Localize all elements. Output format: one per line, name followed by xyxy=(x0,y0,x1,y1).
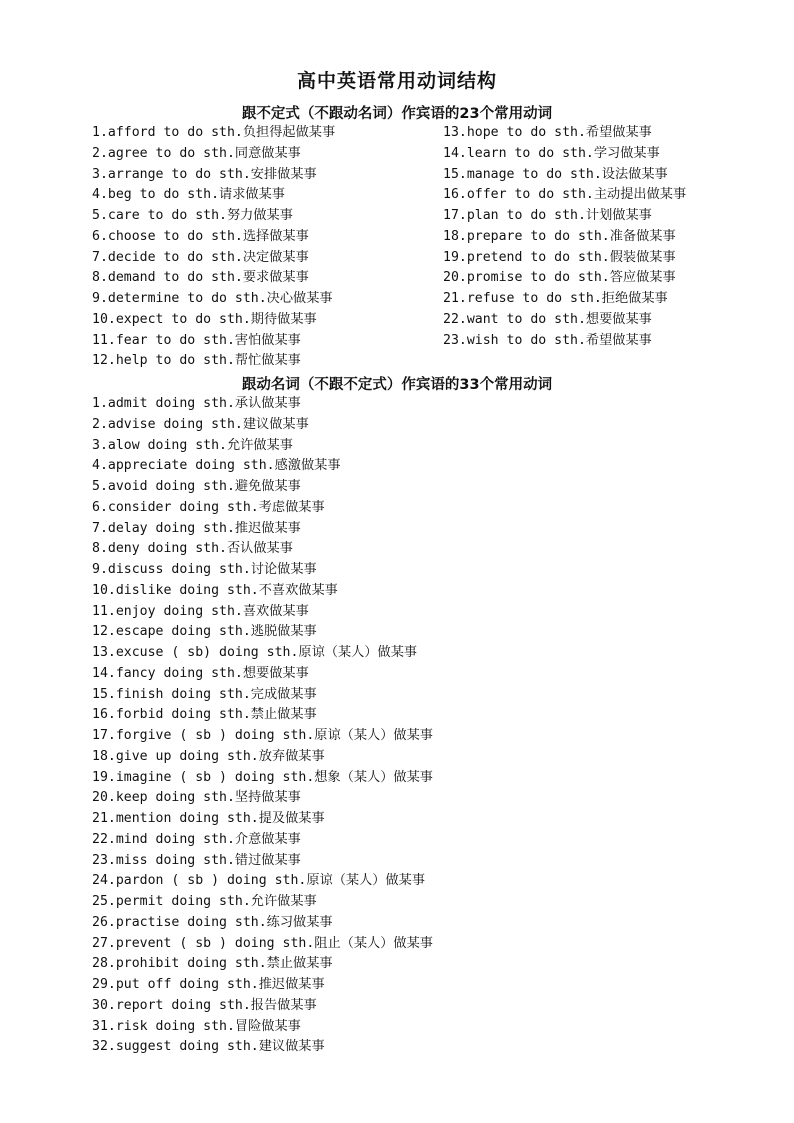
list-item: 18.give up doing sth.放弃做某事 xyxy=(92,748,325,764)
list-item: 23.miss doing sth.错过做某事 xyxy=(92,852,301,868)
list-item: 16.forbid doing sth.禁止做某事 xyxy=(92,707,317,723)
list-item: 4.beg to do sth.请求做某事 xyxy=(92,187,285,203)
list-item: 12.escape doing sth.逃脱做某事 xyxy=(92,624,317,640)
list-item: 31.risk doing sth.冒险做某事 xyxy=(92,1018,301,1034)
list-item: 12.help to do sth.帮忙做某事 xyxy=(92,353,301,369)
list-item: 14.learn to do sth.学习做某事 xyxy=(443,145,660,161)
list-item: 21.mention doing sth.提及做某事 xyxy=(92,811,325,826)
list-item: 11.fear to do sth.害怕做某事 xyxy=(92,332,301,348)
list-item: 6.consider doing sth.考虑做某事 xyxy=(92,499,325,515)
list-item: 10.dislike doing sth.不喜欢做某事 xyxy=(92,582,338,598)
list-item: 13.hope to do sth.希望做某事 xyxy=(443,125,652,140)
list-item: 16.offer to do sth.主动提出做某事 xyxy=(443,187,687,203)
list-item: 5.care to do sth.努力做某事 xyxy=(92,208,293,223)
list-item: 3.alow doing sth.允许做某事 xyxy=(92,437,293,453)
list-item: 26.practise doing sth.练习做某事 xyxy=(92,914,333,930)
list-item: 29.put off doing sth.推迟做某事 xyxy=(92,977,325,992)
list-item: 9.determine to do sth.决心做某事 xyxy=(92,291,333,306)
list-item: 3.arrange to do sth.安排做某事 xyxy=(92,166,317,182)
list-item: 1.admit doing sth.承认做某事 xyxy=(92,396,301,411)
infinitive-verb-list-right xyxy=(443,123,686,351)
list-item: 24.pardon ( sb ) doing sth.原谅（某人）做某事 xyxy=(92,873,426,889)
list-item: 28.prohibit doing sth.禁止做某事 xyxy=(92,956,333,972)
list-item: 11.enjoy doing sth.喜欢做某事 xyxy=(92,603,309,619)
list-item: 25.permit doing sth.允许做某事 xyxy=(92,894,317,909)
list-item: 8.demand to do sth.要求做某事 xyxy=(92,270,309,286)
list-item: 27.prevent ( sb ) doing sth.阻止（某人）做某事 xyxy=(92,935,433,951)
list-item: 7.decide to do sth.决定做某事 xyxy=(92,249,309,265)
list-item: 22.mind doing sth.介意做某事 xyxy=(92,831,301,847)
list-item: 14.fancy doing sth.想要做某事 xyxy=(92,665,309,681)
list-item: 17.forgive ( sb ) doing sth.原谅（某人）做某事 xyxy=(92,728,433,743)
list-item: 20.keep doing sth.坚持做某事 xyxy=(92,790,301,806)
list-item: 2.agree to do sth.同意做某事 xyxy=(92,145,301,161)
page-title: 高中英语常用动词结构 xyxy=(296,70,497,92)
list-item: 17.plan to do sth.计划做某事 xyxy=(443,208,652,223)
list-item: 4.appreciate doing sth.感激做某事 xyxy=(92,458,341,474)
list-item: 5.avoid doing sth.避免做某事 xyxy=(92,479,301,494)
list-item: 7.delay doing sth.推迟做某事 xyxy=(92,520,301,536)
list-item: 20.promise to do sth.答应做某事 xyxy=(443,270,676,286)
list-item: 8.deny doing sth.否认做某事 xyxy=(92,541,293,557)
list-item: 19.pretend to do sth.假装做某事 xyxy=(443,249,676,265)
list-item: 6.choose to do sth.选择做某事 xyxy=(92,228,309,244)
list-item: 30.report doing sth.报告做某事 xyxy=(92,997,317,1013)
list-item: 18.prepare to do sth.准备做某事 xyxy=(443,228,676,244)
list-item: 13.excuse ( sb) doing sth.原谅（某人）做某事 xyxy=(92,645,418,660)
list-item: 15.manage to do sth.设法做某事 xyxy=(443,166,668,182)
list-item: 19.imagine ( sb ) doing sth.想象（某人）做某事 xyxy=(92,769,433,785)
list-item: 22.want to do sth.想要做某事 xyxy=(443,311,652,327)
gerund-verb-list xyxy=(92,394,433,1058)
list-item: 1.afford to do sth.负担得起做某事 xyxy=(92,125,336,140)
list-item: 10.expect to do sth.期待做某事 xyxy=(92,311,317,327)
list-item: 2.advise doing sth.建议做某事 xyxy=(92,416,309,432)
section-heading-gerund: 跟动名词（不跟不定式）作宾语的33个常用动词 xyxy=(241,377,553,393)
infinitive-verb-list-left xyxy=(92,123,335,372)
list-item: 23.wish to do sth.希望做某事 xyxy=(443,332,652,348)
list-item: 21.refuse to do sth.拒绝做某事 xyxy=(443,291,668,306)
section-heading-infinitive: 跟不定式（不跟动名词）作宾语的23个常用动词 xyxy=(241,106,553,122)
list-item: 9.discuss doing sth.讨论做某事 xyxy=(92,562,317,577)
list-item: 15.finish doing sth.完成做某事 xyxy=(92,686,317,702)
list-item: 32.suggest doing sth.建议做某事 xyxy=(92,1039,325,1055)
